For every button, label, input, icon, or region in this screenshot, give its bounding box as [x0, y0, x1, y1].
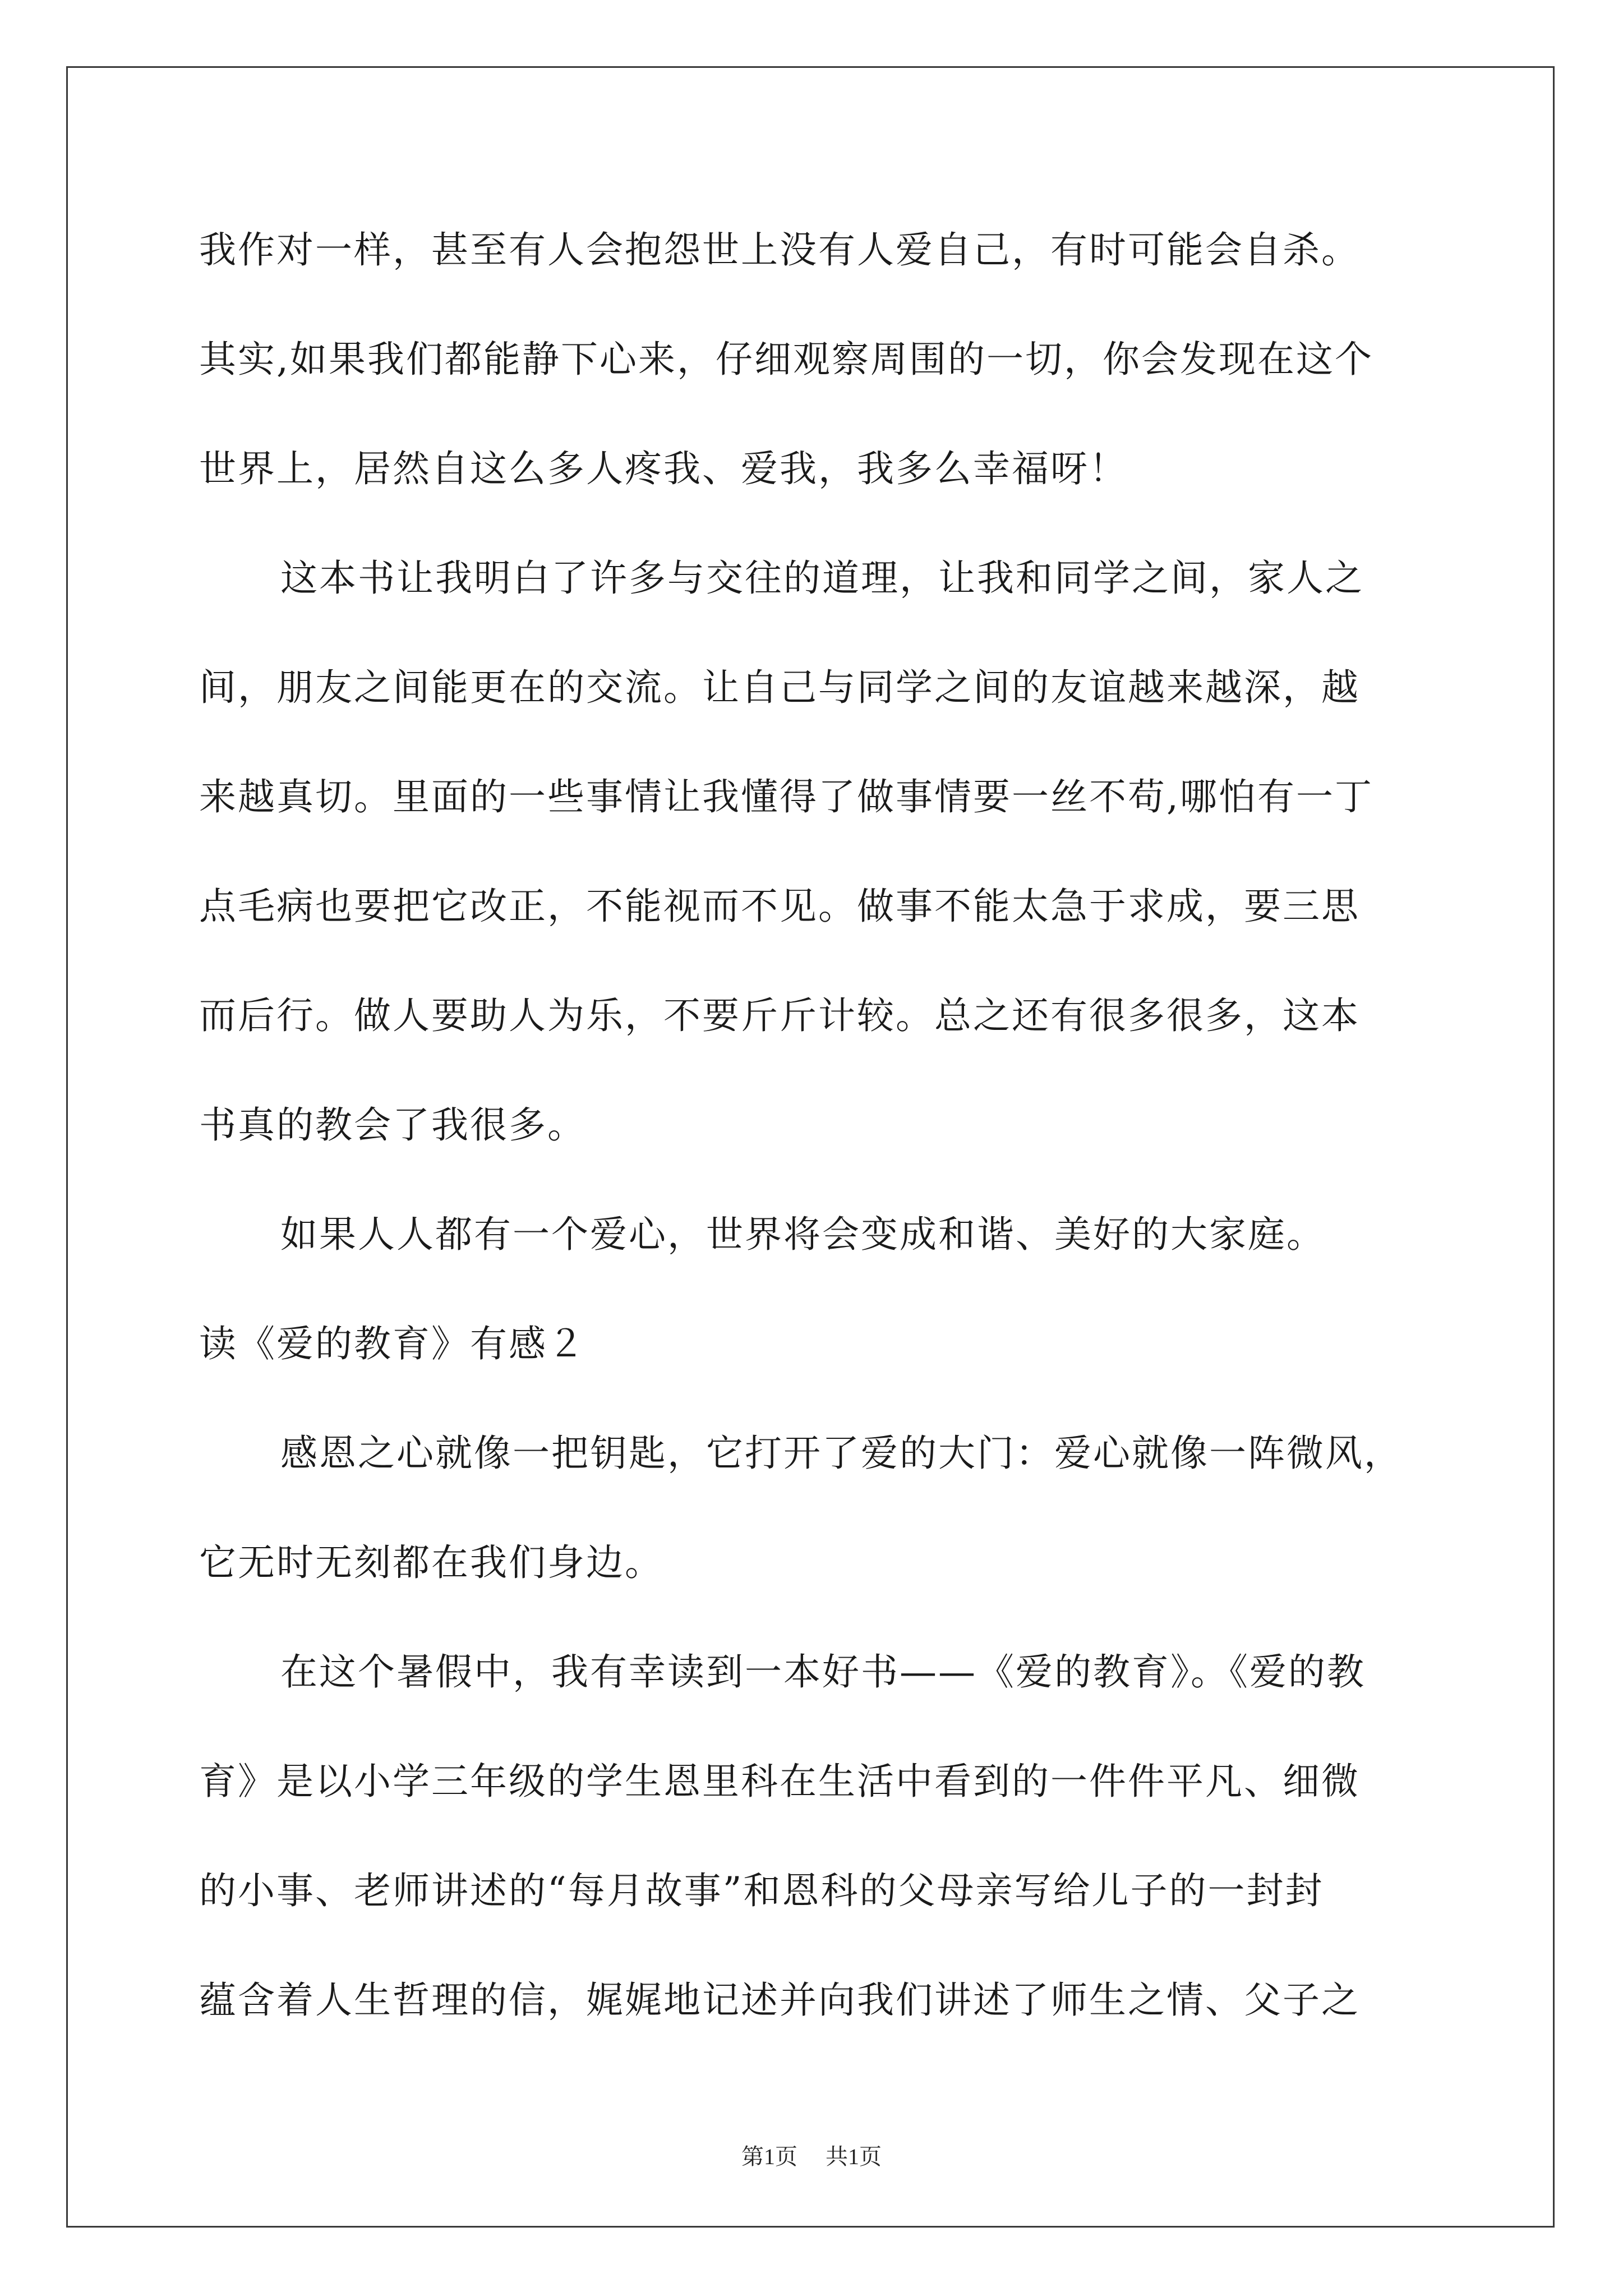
text-line: 它无时无刻都在我们身边。: [199, 1541, 663, 1584]
paragraph-start-line: 这本书让我明白了许多与交往的道理，让我和同学之间，家人之: [280, 556, 1364, 600]
text-line: 蕴含着人生哲理的信，娓娓地记述并向我们讲述了师生之情、父子之: [199, 1978, 1360, 2022]
text-line: 世界上，居然自这么多人疼我、爱我，我多么幸福呀！: [199, 447, 1128, 490]
text-line: 育》是以小学三年级的学生恩里科在生活中看到的一件件平凡、细微: [199, 1760, 1360, 1803]
text-line: 我作对一样，甚至有人会抱怨世上没有人爱自己，有时可能会自杀。: [199, 228, 1360, 272]
text-line: 点毛病也要把它改正，不能视而不见。做事不能太急于求成，要三思: [199, 885, 1360, 928]
text-line: 的小事、老师讲述的“每月故事”和恩科的父母亲写给儿子的一封封: [199, 1869, 1324, 1912]
document-body: [199, 195, 1433, 2055]
page-number-total: 共1页: [826, 2144, 882, 2169]
text-line: 书真的教会了我很多。: [199, 1103, 586, 1147]
page-footer: [0, 2143, 1623, 2171]
text-line: 其实,如果我们都能静下心来，仔细观察周围的一切，你会发现在这个: [199, 338, 1373, 381]
text-line: 而后行。做人要助人为乐，不要斤斤计较。总之还有很多很多，这本: [199, 994, 1360, 1037]
page-number-current: 第1页: [741, 2144, 797, 2169]
paragraph-start-line: 如果人人都有一个爱心，世界将会变成和谐、美好的大家庭。: [280, 1213, 1325, 1256]
text-line: 间，朋友之间能更在的交流。让自己与同学之间的友谊越来越深，越: [199, 666, 1360, 709]
section-heading: 读《爱的教育》有感２: [199, 1322, 586, 1365]
paragraph-start-line: 在这个暑假中，我有幸读到一本好书——《爱的教育》。《爱的教: [280, 1650, 1366, 1694]
paragraph-start-line: 感恩之心就像一把钥匙，它打开了爱的大门：爱心就像一阵微风，: [280, 1432, 1403, 1475]
text-line: 来越真切。里面的一些事情让我懂得了做事情要一丝不苟,哪怕有一丁: [199, 775, 1373, 818]
